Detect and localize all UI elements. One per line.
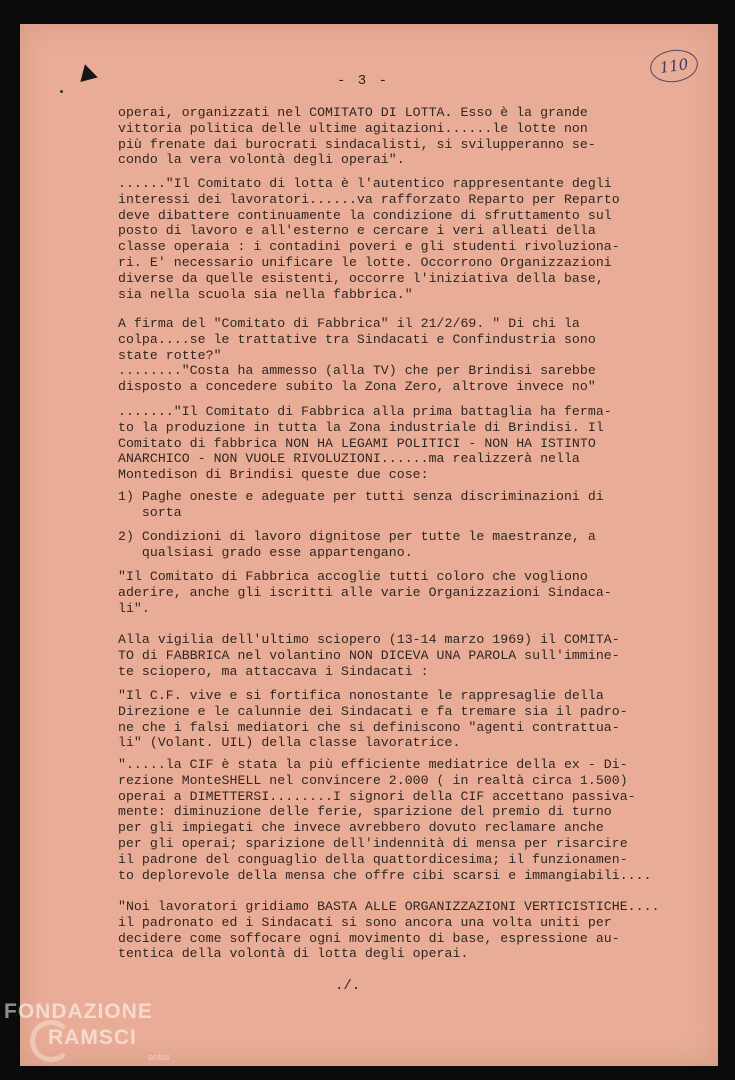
watermark-line-2: RAMSCI [48, 1026, 137, 1049]
page-number: - 3 - [337, 73, 390, 89]
paragraph-4: ......."Il Comitato di Fabbrica alla prima battaglia ha ferma- to la produzione in tutta la Zona industriale di Brindisi. Il Comitato di fabbrica NON HA LEGAMI POLITICI - NON HA ISTINTO ANARCHICO - NON VUOLE RIVOLUZIONI......ma realizzerà nella Montedison di Brindisi queste due cose: [118, 404, 612, 483]
paragraph-3: A firma del "Comitato di Fabbrica" il 21/2/69. " Di chi la colpa....se le trattative tra Sindacati e Confindustria sono state rotte?" ........"Costa ha ammesso (alla TV) che per Brindisi sarebbe disposto a concedere subito la Zona Zero, altrove invece no" [118, 316, 596, 395]
paragraph-9: "Noi lavoratori gridiamo BASTA ALLE ORGANIZZAZIONI VERTICISTICHE.... il padronato ed i Sindacati si sono ancora una volta uniti per decidere come soffocare ogni movimento di base, espressione au- tentica della volontà di lotta degli operai. [118, 899, 660, 962]
punch-hole [76, 62, 98, 82]
paragraph-7: "Il C.F. vive e si fortifica nonostante le rappresaglie della Direzione e le calunnie dei Sindacati e fa tremare sia il padro- ne che i falsi mediatori che si definiscono "agenti contrattua- li" (Volant. UIL) della classe lavoratrice. [118, 688, 628, 751]
watermark-line-1: FONDAZIONE [4, 1000, 153, 1023]
list-item-1: 1) Paghe oneste e adeguate per tutti senza discriminazioni di sorta [118, 489, 604, 520]
list-item-2: 2) Condizioni di lavoro dignitose per tutte le maestranze, a qualsiasi grado esse appartengano. [118, 529, 596, 560]
paragraph-5: "Il Comitato di Fabbrica accoglie tutti coloro che vogliono aderire, anche gli iscritti alle varie Organizzazioni Sindaca- li". [118, 569, 612, 616]
continuation-mark: ./. [335, 978, 361, 994]
paper-speck [60, 90, 63, 93]
archive-number-stamp: 110 [648, 47, 700, 85]
paragraph-8: ".....la CIF è stata la più efficiente mediatrice della ex - Di- rezione MonteSHELL nel convincere 2.000 ( in realtà circa 1.500) operai a DIMETTERSI........I signori della CIF accettano passiva- mente: diminuzione delle ferie, sparizione del premio di turno per gli impiegati che invece avrebbero dovuto reclamare anche per gli operai; sparizione dell'indennità di mensa per risarcire il padrone del conguaglio della quattordicesima; il funzionamen- to deplorevole della mensa che offre cibi scarsi e immangiabili.... [118, 757, 652, 883]
paragraph-6: Alla vigilia dell'ultimo sciopero (13-14 marzo 1969) il COMITA- TO di FABBRICA nel volantino NON DICEVA UNA PAROLA sull'immine- te sciopero, ma attaccava i Sindacati : [118, 632, 620, 679]
paragraph-1: operai, organizzati nel COMITATO DI LOTTA. Esso è la grande vittoria politica delle ultime agitazioni......le lotte non più frenate dai burocrati sindacalisti, si svilupperanno se- condo la vera volontà degli operai". [118, 105, 596, 168]
paragraph-2: ......"Il Comitato di lotta è l'autentico rappresentante degli interessi dei lavoratori......va rafforzato Reparto per Reparto deve dibattere continuamente la condizione di sfruttamento sul posto di lavoro e all'esterno e cercare i veri alleati della classe operaia : i contadini poveri e gli studenti rivoluziona- ri. E' necessario unificare le lotte. Occorrono Organizzazioni diverse da quelle esistenti, occorre l'iniziativa della base, sia nella scuola sia nella fabbrica." [118, 176, 620, 302]
watermark-line-3: onlus [148, 1052, 170, 1062]
